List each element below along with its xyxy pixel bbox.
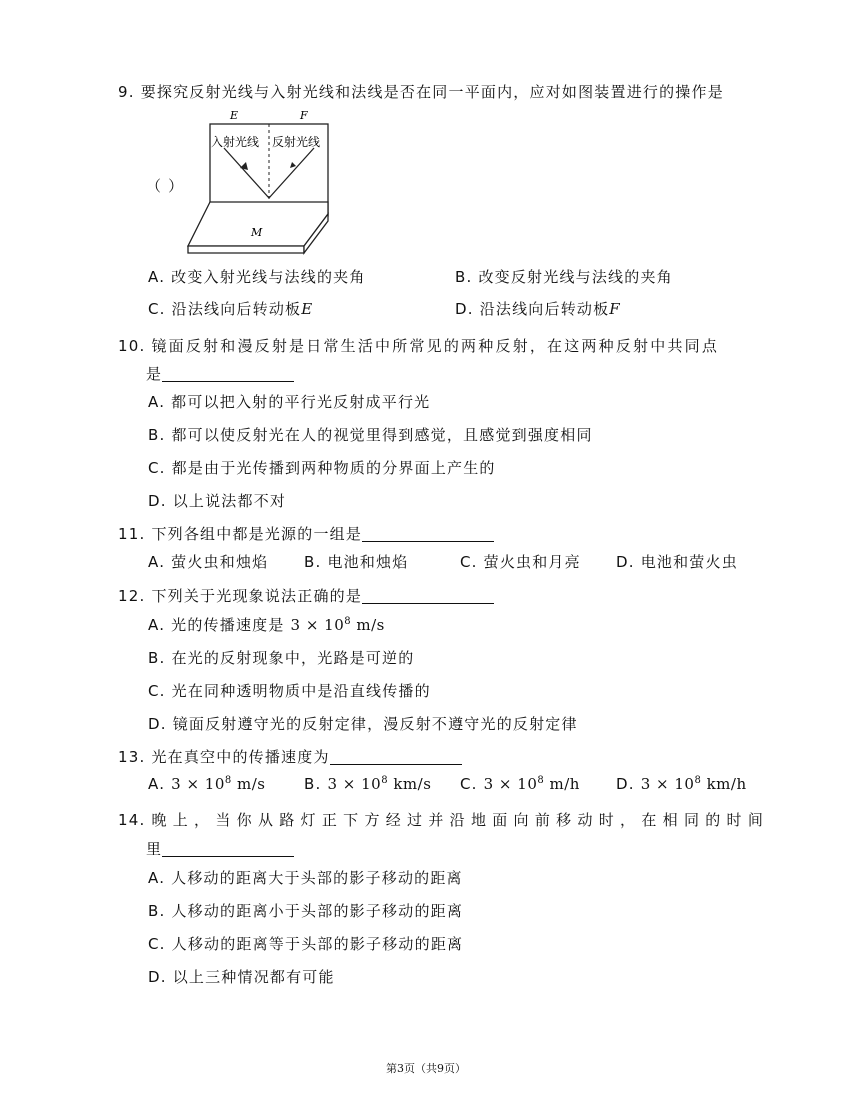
- option-text: 萤火虫和烛焰: [171, 553, 269, 571]
- q10-option-d[interactable]: [148, 490, 286, 511]
- q14-option-c[interactable]: [148, 933, 463, 954]
- label-e: E: [230, 109, 239, 122]
- q9-option-d[interactable]: [455, 298, 621, 319]
- q12-option-b[interactable]: [148, 647, 414, 668]
- q11-option-b[interactable]: [304, 551, 408, 572]
- q13-stem-text: 光在真空中的传播速度为: [151, 748, 330, 766]
- option-variable: F: [609, 300, 621, 318]
- option-letter: B.: [455, 268, 473, 286]
- q11-number: 11.: [118, 525, 146, 543]
- q13-option-d[interactable]: [616, 775, 747, 793]
- option-variable: E: [301, 300, 314, 318]
- option-letter: C.: [148, 935, 166, 953]
- option-letter: B.: [148, 902, 166, 920]
- option-math: $3 \times 10^8$ m/s: [290, 616, 385, 634]
- option-letter: D.: [455, 300, 474, 318]
- q9-paren: （ ）: [146, 177, 185, 195]
- q12-option-c[interactable]: [148, 680, 431, 701]
- q9-number: 9.: [118, 83, 135, 101]
- option-text: 沿法线向后转动板: [171, 300, 302, 318]
- q14-stem-text2: 里: [146, 840, 163, 858]
- option-text: 以上三种情况都有可能: [172, 968, 335, 986]
- option-letter: C.: [460, 553, 478, 571]
- option-letter: B.: [148, 649, 166, 667]
- q14-stem: [118, 809, 769, 830]
- label-left: 入射光线: [211, 135, 260, 149]
- option-text: 人移动的距离大于头部的影子移动的距离: [171, 869, 463, 887]
- option-text: 改变反射光线与法线的夹角: [478, 268, 673, 286]
- q14-stem-text: 晚上，当你从路灯正下方经过并沿地面向前移动时，在相同的时间: [151, 811, 770, 829]
- q9-option-a[interactable]: [148, 266, 366, 287]
- option-letter: D.: [148, 492, 167, 510]
- q13-option-a[interactable]: [148, 775, 266, 793]
- q11-option-d[interactable]: [616, 551, 738, 572]
- q9-stem-text: 要探究反射光线与入射光线和法线是否在同一平面内，应对如图装置进行的操作是: [140, 83, 724, 101]
- option-letter: A.: [148, 553, 166, 571]
- option-text: 光的传播速度是: [171, 616, 285, 634]
- q14-stem-line2: [146, 838, 294, 859]
- option-math: $3 \times 10^8$ m/s: [171, 775, 266, 793]
- q12-number: 12.: [118, 587, 146, 605]
- q14-option-a[interactable]: [148, 867, 463, 888]
- option-letter: A.: [148, 869, 166, 887]
- answer-blank[interactable]: [330, 748, 462, 765]
- option-text: 镜面反射遵守光的反射定律，漫反射不遵守光的反射定律: [172, 715, 578, 733]
- label-f: F: [300, 109, 308, 122]
- q11-option-a[interactable]: [148, 551, 268, 572]
- q12-option-d[interactable]: [148, 713, 578, 734]
- option-letter: D.: [616, 553, 635, 571]
- option-letter: C.: [148, 459, 166, 477]
- q14-number: 14.: [118, 811, 146, 829]
- answer-blank[interactable]: [362, 587, 494, 604]
- answer-blank[interactable]: [162, 365, 294, 382]
- option-text: 电池和萤火虫: [640, 553, 738, 571]
- option-text: 人移动的距离小于头部的影子移动的距离: [171, 902, 464, 920]
- q11-stem: [118, 523, 494, 544]
- answer-blank[interactable]: [162, 840, 294, 857]
- q11-option-c[interactable]: [460, 551, 581, 572]
- q12-stem: [118, 585, 494, 606]
- option-text: 在光的反射现象中，光路是可逆的: [171, 649, 415, 667]
- q13-number: 13.: [118, 748, 146, 766]
- q10-option-c[interactable]: [148, 457, 496, 478]
- option-math: $3 \times 10^8$ m/h: [483, 775, 580, 793]
- q9-stem: [118, 81, 724, 102]
- option-letter: A.: [148, 268, 166, 286]
- option-letter: C.: [148, 682, 166, 700]
- q10-option-a[interactable]: [148, 391, 430, 412]
- option-letter: C.: [148, 300, 166, 318]
- q13-stem: [118, 746, 462, 767]
- option-text: 电池和烛焰: [327, 553, 409, 571]
- q10-stem-text: 镜面反射和漫反射是日常生活中所常见的两种反射，在这两种反射中共同点: [151, 337, 720, 355]
- option-math: $3 \times 10^8$ km/s: [327, 775, 432, 793]
- q9-option-b[interactable]: [455, 266, 673, 287]
- q9-figure: [186, 106, 346, 258]
- option-letter: C.: [460, 775, 478, 793]
- option-text: 以上说法都不对: [172, 492, 287, 510]
- option-text: 萤火虫和月亮: [483, 553, 581, 571]
- option-math: $3 \times 10^8$ km/h: [640, 775, 747, 793]
- option-letter: A.: [148, 616, 166, 634]
- option-text: 沿法线向后转动板: [479, 300, 610, 318]
- q14-option-d[interactable]: [148, 966, 335, 987]
- option-text: 都可以使反射光在人的视觉里得到感觉，且感觉到强度相同: [171, 426, 593, 444]
- q13-option-b[interactable]: [304, 775, 431, 793]
- q10-stem-text2: 是: [146, 365, 163, 383]
- q10-stem: [118, 335, 719, 356]
- q10-option-b[interactable]: [148, 424, 593, 445]
- q13-option-c[interactable]: [460, 775, 580, 793]
- option-text: 都是由于光传播到两种物质的分界面上产生的: [171, 459, 496, 477]
- option-text: 都可以把入射的平行光反射成平行光: [171, 393, 431, 411]
- option-letter: A.: [148, 393, 166, 411]
- label-right: 反射光线: [272, 135, 321, 149]
- option-letter: B.: [304, 553, 322, 571]
- option-text: 改变入射光线与法线的夹角: [171, 268, 366, 286]
- q9-option-c[interactable]: [148, 298, 313, 319]
- option-text: 光在同种透明物质中是沿直线传播的: [171, 682, 431, 700]
- q10-stem-line2: [146, 363, 294, 384]
- option-letter: D.: [616, 775, 635, 793]
- q12-stem-text: 下列关于光现象说法正确的是: [151, 587, 363, 605]
- answer-blank[interactable]: [362, 525, 494, 542]
- q10-number: 10.: [118, 337, 146, 355]
- option-letter: D.: [148, 715, 167, 733]
- page-footer: 第3页（共9页）: [386, 1062, 466, 1075]
- base-m: [188, 202, 328, 246]
- option-letter: A.: [148, 775, 166, 793]
- option-text: 人移动的距离等于头部的影子移动的距离: [171, 935, 464, 953]
- q12-option-a[interactable]: [148, 614, 385, 635]
- label-m: M: [251, 226, 263, 239]
- option-letter: B.: [148, 426, 166, 444]
- q11-stem-text: 下列各组中都是光源的一组是: [151, 525, 363, 543]
- option-letter: B.: [304, 775, 322, 793]
- option-letter: D.: [148, 968, 167, 986]
- q14-option-b[interactable]: [148, 900, 463, 921]
